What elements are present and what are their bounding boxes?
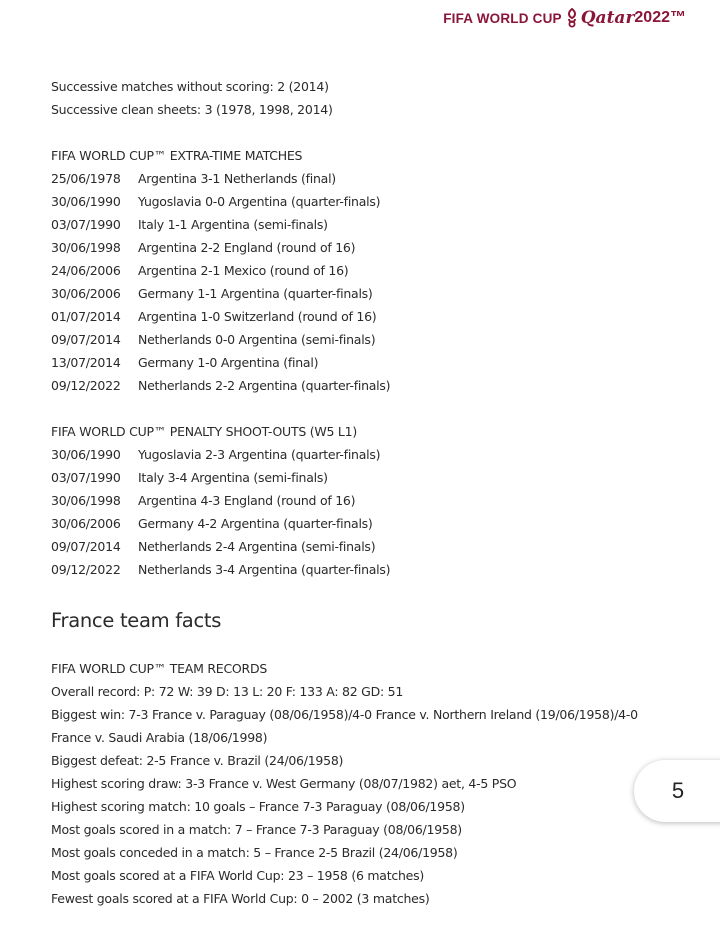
match-row bbox=[51, 236, 700, 259]
logo-year-text: 2022™ bbox=[634, 9, 686, 26]
fifa-world-cup-qatar-logo bbox=[443, 8, 686, 28]
match-result: Argentina 2-2 England (round of 16) bbox=[138, 240, 356, 255]
logo-fwc-text: FIFA WORLD CUP bbox=[443, 10, 562, 26]
match-date: 03/07/1990 bbox=[51, 217, 121, 232]
document-body bbox=[51, 75, 700, 910]
match-result: Netherlands 3-4 Argentina (quarter-finals) bbox=[138, 562, 391, 577]
record-line: Overall record: P: 72 W: 39 D: 13 L: 20 F: 133 A: 82 GD: 51 bbox=[51, 684, 404, 699]
match-date: 25/06/1978 bbox=[51, 171, 121, 186]
team-records-heading: FIFA WORLD CUP™ TEAM RECORDS bbox=[51, 661, 268, 676]
match-date: 30/06/1998 bbox=[51, 240, 121, 255]
match-row bbox=[51, 213, 700, 236]
match-date: 30/06/1990 bbox=[51, 447, 121, 462]
logo-qatar-text: Qatar bbox=[580, 8, 635, 28]
record-line: Highest scoring match: 10 goals – France 7-3 Paraguay (08/06/1958) bbox=[51, 799, 465, 814]
match-row bbox=[51, 167, 700, 190]
match-date: 01/07/2014 bbox=[51, 309, 121, 324]
match-result: Italy 3-4 Argentina (semi-finals) bbox=[138, 470, 328, 485]
france-team-facts-title: France team facts bbox=[51, 609, 222, 632]
record-line: Biggest defeat: 2-5 France v. Brazil (24/06/1958) bbox=[51, 753, 344, 768]
match-row bbox=[51, 443, 700, 466]
page-number-indicator[interactable] bbox=[634, 760, 720, 822]
page-number: 5 bbox=[671, 778, 685, 803]
match-row bbox=[51, 489, 700, 512]
match-row bbox=[51, 466, 700, 489]
match-row bbox=[51, 535, 700, 558]
record-line: France v. Saudi Arabia (18/06/1998) bbox=[51, 730, 268, 745]
record-line: Most goals scored in a match: 7 – France 7-3 Paraguay (08/06/1958) bbox=[51, 822, 462, 837]
match-result: Germany 1-0 Argentina (final) bbox=[138, 355, 319, 370]
match-result: Argentina 4-3 England (round of 16) bbox=[138, 493, 356, 508]
match-row bbox=[51, 558, 700, 581]
match-row bbox=[51, 328, 700, 351]
record-line: Fewest goals scored at a FIFA World Cup: 0 – 2002 (3 matches) bbox=[51, 891, 430, 906]
match-row bbox=[51, 351, 700, 374]
record-line: Biggest win: 7-3 France v. Paraguay (08/06/1958)/4-0 France v. Northern Ireland (19/06/1958)/4-0 bbox=[51, 707, 638, 722]
match-result: Yugoslavia 0-0 Argentina (quarter-finals) bbox=[138, 194, 381, 209]
match-result: Netherlands 2-2 Argentina (quarter-finals) bbox=[138, 378, 391, 393]
world-cup-emblem-icon bbox=[566, 8, 578, 28]
penalty-shootouts-heading: FIFA WORLD CUP™ PENALTY SHOOT-OUTS (W5 L1) bbox=[51, 424, 357, 439]
match-row bbox=[51, 190, 700, 213]
match-date: 30/06/1990 bbox=[51, 194, 121, 209]
stat-line: Successive clean sheets: 3 (1978, 1998, 2014) bbox=[51, 102, 333, 117]
match-row bbox=[51, 259, 700, 282]
match-result: Italy 1-1 Argentina (semi-finals) bbox=[138, 217, 328, 232]
match-row bbox=[51, 512, 700, 535]
record-line: Most goals conceded in a match: 5 – France 2-5 Brazil (24/06/1958) bbox=[51, 845, 458, 860]
match-date: 24/06/2006 bbox=[51, 263, 121, 278]
match-date: 30/06/2006 bbox=[51, 516, 121, 531]
match-date: 09/07/2014 bbox=[51, 332, 121, 347]
match-row bbox=[51, 305, 700, 328]
match-result: Argentina 3-1 Netherlands (final) bbox=[138, 171, 336, 186]
match-date: 09/12/2022 bbox=[51, 562, 121, 577]
match-result: Netherlands 0-0 Argentina (semi-finals) bbox=[138, 332, 376, 347]
match-result: Argentina 1-0 Switzerland (round of 16) bbox=[138, 309, 377, 324]
match-result: Yugoslavia 2-3 Argentina (quarter-finals) bbox=[138, 447, 381, 462]
match-date: 09/07/2014 bbox=[51, 539, 121, 554]
match-result: Netherlands 2-4 Argentina (semi-finals) bbox=[138, 539, 376, 554]
match-result: Argentina 2-1 Mexico (round of 16) bbox=[138, 263, 349, 278]
match-date: 03/07/1990 bbox=[51, 470, 121, 485]
match-date: 30/06/1998 bbox=[51, 493, 121, 508]
match-result: Germany 4-2 Argentina (quarter-finals) bbox=[138, 516, 373, 531]
match-date: 13/07/2014 bbox=[51, 355, 121, 370]
match-date: 30/06/2006 bbox=[51, 286, 121, 301]
match-result: Germany 1-1 Argentina (quarter-finals) bbox=[138, 286, 373, 301]
match-row bbox=[51, 374, 700, 397]
stat-line: Successive matches without scoring: 2 (2014) bbox=[51, 79, 329, 94]
record-line: Most goals scored at a FIFA World Cup: 23 – 1958 (6 matches) bbox=[51, 868, 424, 883]
record-line: Highest scoring draw: 3-3 France v. West Germany (08/07/1982) aet, 4-5 PSO bbox=[51, 776, 517, 791]
match-row bbox=[51, 282, 700, 305]
match-date: 09/12/2022 bbox=[51, 378, 121, 393]
extra-time-heading: FIFA WORLD CUP™ EXTRA-TIME MATCHES bbox=[51, 148, 303, 163]
